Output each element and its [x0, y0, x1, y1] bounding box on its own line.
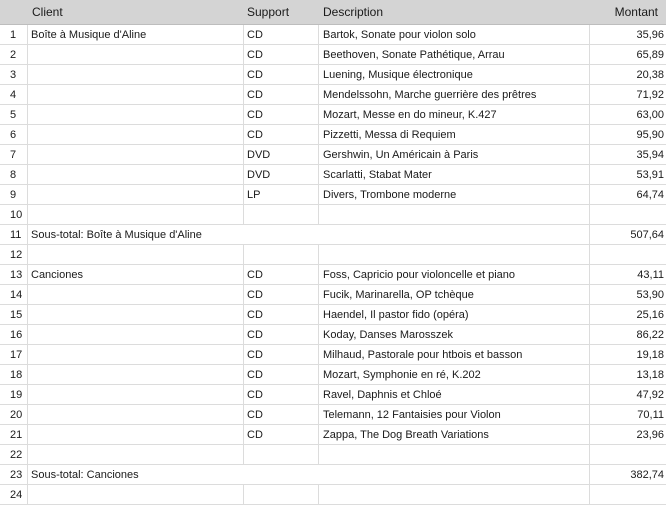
client-cell[interactable] — [28, 105, 244, 124]
description-cell[interactable]: Fucik, Marinarella, OP tchèque — [319, 285, 590, 304]
client-cell[interactable] — [28, 185, 244, 204]
row-number-cell: 4 — [0, 85, 28, 104]
description-cell[interactable]: Mozart, Symphonie en ré, K.202 — [319, 365, 590, 384]
description-cell[interactable] — [319, 485, 590, 504]
description-cell[interactable] — [319, 205, 590, 224]
client-column-header[interactable]: Client — [32, 5, 63, 19]
client-cell[interactable] — [28, 165, 244, 184]
client-cell[interactable] — [28, 485, 244, 504]
row-number-header — [0, 0, 28, 24]
description-cell[interactable]: Mendelssohn, Marche guerrière des prêtres — [319, 85, 590, 104]
row-number-cell: 14 — [0, 285, 28, 304]
row-number-cell: 6 — [0, 125, 28, 144]
client-cell[interactable]: Boîte à Musique d'Aline — [28, 25, 244, 44]
table-row[interactable] — [0, 125, 666, 145]
support-cell[interactable]: CD — [244, 25, 319, 44]
amount-cell[interactable]: 20,38 — [636, 68, 664, 81]
amount-cell[interactable] — [590, 485, 666, 504]
description-cell[interactable] — [319, 225, 590, 244]
support-cell[interactable] — [244, 225, 319, 244]
client-cell[interactable] — [28, 205, 244, 224]
client-cell[interactable] — [28, 45, 244, 64]
description-cell[interactable]: Scarlatti, Stabat Mater — [319, 165, 590, 184]
description-cell[interactable]: Mozart, Messe en do mineur, K.427 — [319, 105, 590, 124]
amount-cell[interactable] — [590, 445, 666, 464]
amount-cell[interactable]: 382,74 — [630, 468, 664, 481]
client-cell[interactable] — [28, 425, 244, 444]
amount-cell[interactable]: 19,18 — [636, 348, 664, 361]
amount-cell[interactable]: 64,74 — [636, 188, 664, 201]
amount-column-header[interactable]: Montant — [614, 5, 658, 19]
row-number-cell: 17 — [0, 345, 28, 364]
table-row[interactable] — [0, 205, 666, 225]
amount-cell[interactable]: 53,90 — [636, 288, 664, 301]
table-row[interactable] — [0, 245, 666, 265]
row-number-cell: 11 — [0, 225, 28, 244]
subtotal-row[interactable] — [0, 225, 666, 245]
support-cell[interactable] — [244, 465, 319, 484]
row-number-cell: 13 — [0, 265, 28, 284]
support-cell[interactable]: DVD — [244, 165, 319, 184]
table-row[interactable] — [0, 345, 666, 365]
row-number-cell: 15 — [0, 305, 28, 324]
description-cell[interactable]: Koday, Danses Marosszek — [319, 325, 590, 344]
description-cell[interactable]: Zappa, The Dog Breath Variations — [319, 425, 590, 444]
client-cell[interactable] — [28, 245, 244, 264]
client-cell[interactable] — [28, 305, 244, 324]
amount-cell[interactable]: 13,18 — [636, 368, 664, 381]
description-cell[interactable]: Beethoven, Sonate Pathétique, Arrau — [319, 45, 590, 64]
table-row[interactable] — [0, 425, 666, 445]
description-cell[interactable]: Foss, Capricio pour violoncelle et piano — [319, 265, 590, 284]
table-row[interactable] — [0, 265, 666, 285]
client-cell[interactable] — [28, 285, 244, 304]
row-number-cell: 2 — [0, 45, 28, 64]
amount-cell[interactable]: 65,89 — [636, 48, 664, 61]
client-cell[interactable] — [28, 125, 244, 144]
description-cell[interactable] — [319, 465, 590, 484]
support-cell[interactable]: DVD — [244, 145, 319, 164]
table-row[interactable] — [0, 485, 666, 505]
table-row[interactable] — [0, 305, 666, 325]
client-cell[interactable] — [28, 385, 244, 404]
support-cell[interactable]: CD — [244, 65, 319, 84]
client-cell[interactable] — [28, 65, 244, 84]
amount-cell[interactable]: 35,96 — [636, 28, 664, 41]
client-cell[interactable] — [28, 325, 244, 344]
description-cell[interactable]: Haendel, Il pastor fido (opéra) — [319, 305, 590, 324]
table-row[interactable] — [0, 65, 666, 85]
row-number-cell: 20 — [0, 405, 28, 424]
row-number-cell: 8 — [0, 165, 28, 184]
support-cell[interactable]: CD — [244, 45, 319, 64]
row-number-cell: 19 — [0, 385, 28, 404]
row-number-cell: 24 — [0, 485, 28, 504]
client-cell[interactable] — [28, 145, 244, 164]
support-cell[interactable]: CD — [244, 125, 319, 144]
amount-cell[interactable]: 86,22 — [636, 328, 664, 341]
support-cell[interactable]: CD — [244, 405, 319, 424]
description-cell[interactable]: Divers, Trombone moderne — [319, 185, 590, 204]
client-cell[interactable]: Canciones — [28, 265, 244, 284]
description-cell[interactable]: Gershwin, Un Américain à Paris — [319, 145, 590, 164]
table-row[interactable] — [0, 25, 666, 45]
row-number-cell: 1 — [0, 25, 28, 44]
table-row[interactable] — [0, 325, 666, 345]
table-row[interactable] — [0, 405, 666, 425]
row-number-cell: 5 — [0, 105, 28, 124]
table-row[interactable] — [0, 45, 666, 65]
support-cell[interactable]: CD — [244, 365, 319, 384]
description-cell[interactable] — [319, 245, 590, 264]
support-cell[interactable] — [244, 245, 319, 264]
client-cell[interactable] — [28, 365, 244, 384]
table-row[interactable] — [0, 185, 666, 205]
subtotal-row[interactable] — [0, 465, 666, 485]
support-cell[interactable] — [244, 205, 319, 224]
description-cell[interactable] — [319, 445, 590, 464]
table-row[interactable] — [0, 445, 666, 465]
row-number-cell: 9 — [0, 185, 28, 204]
column-header-row — [0, 0, 666, 25]
amount-cell[interactable]: 35,94 — [636, 148, 664, 161]
support-cell[interactable]: CD — [244, 425, 319, 444]
description-cell[interactable]: Ravel, Daphnis et Chloé — [319, 385, 590, 404]
client-cell[interactable] — [28, 405, 244, 424]
amount-cell[interactable] — [590, 245, 666, 264]
description-cell[interactable]: Milhaud, Pastorale pour htbois et basson — [319, 345, 590, 364]
amount-cell[interactable]: 53,91 — [636, 168, 664, 181]
amount-cell[interactable]: 43,11 — [637, 268, 664, 281]
amount-cell[interactable]: 95,90 — [636, 128, 664, 141]
support-cell[interactable] — [244, 485, 319, 504]
amount-cell[interactable]: 47,92 — [636, 388, 664, 401]
description-cell[interactable]: Telemann, 12 Fantaisies pour Violon — [319, 405, 590, 424]
amount-cell[interactable]: 507,64 — [630, 228, 664, 241]
description-cell[interactable]: Bartok, Sonate pour violon solo — [319, 25, 590, 44]
table-row[interactable] — [0, 85, 666, 105]
table-row[interactable] — [0, 365, 666, 385]
table-row[interactable] — [0, 285, 666, 305]
support-cell[interactable]: CD — [244, 305, 319, 324]
row-number-cell: 22 — [0, 445, 28, 464]
row-number-cell: 3 — [0, 65, 28, 84]
amount-cell[interactable] — [590, 205, 666, 224]
row-number-cell: 23 — [0, 465, 28, 484]
description-cell[interactable]: Pizzetti, Messa di Requiem — [319, 125, 590, 144]
table-row[interactable] — [0, 145, 666, 165]
row-number-cell: 16 — [0, 325, 28, 344]
support-column-header[interactable]: Support — [247, 5, 290, 19]
amount-cell[interactable]: 70,11 — [637, 408, 664, 421]
client-cell[interactable]: Sous-total: Canciones — [31, 468, 139, 481]
client-cell[interactable]: Sous-total: Boîte à Musique d'Aline — [31, 228, 202, 241]
support-cell[interactable]: CD — [244, 265, 319, 284]
table-row[interactable] — [0, 385, 666, 405]
support-cell[interactable]: CD — [244, 285, 319, 304]
amount-cell[interactable]: 63,00 — [636, 108, 664, 121]
table-row[interactable] — [0, 105, 666, 125]
row-number-cell: 7 — [0, 145, 28, 164]
description-column-header[interactable]: Description — [323, 5, 384, 19]
client-cell[interactable] — [28, 85, 244, 104]
client-cell[interactable] — [28, 445, 244, 464]
support-cell[interactable] — [244, 445, 319, 464]
support-cell[interactable]: LP — [244, 185, 319, 204]
amount-cell[interactable]: 23,96 — [636, 428, 664, 441]
row-number-cell: 12 — [0, 245, 28, 264]
row-number-cell: 10 — [0, 205, 28, 224]
amount-cell[interactable]: 25,16 — [636, 308, 664, 321]
client-cell[interactable] — [28, 345, 244, 364]
description-cell[interactable]: Luening, Musique électronique — [319, 65, 590, 84]
row-number-cell: 21 — [0, 425, 28, 444]
support-cell[interactable]: CD — [244, 385, 319, 404]
row-number-cell: 18 — [0, 365, 28, 384]
support-cell[interactable]: CD — [244, 105, 319, 124]
support-cell[interactable]: CD — [244, 85, 319, 104]
support-cell[interactable]: CD — [244, 325, 319, 344]
support-cell[interactable]: CD — [244, 345, 319, 364]
amount-cell[interactable]: 71,92 — [636, 88, 664, 101]
table-row[interactable] — [0, 165, 666, 185]
